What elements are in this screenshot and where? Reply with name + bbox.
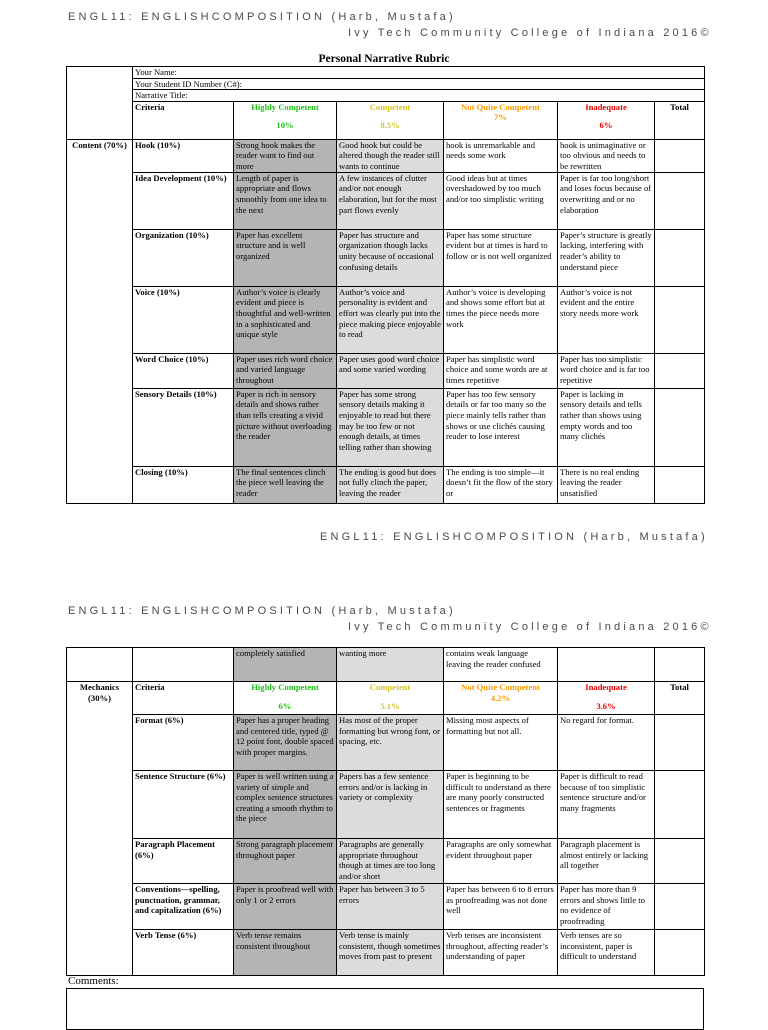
college-header-page2: Ivy Tech Community College of Indiana 2016© (348, 621, 712, 633)
desc-conventions-nq: Paper has between 6 to 8 errors as proofreading was not done well (444, 884, 558, 930)
criterion-sensory-details: Sensory Details (10%) (133, 388, 234, 466)
page-footer: ENGL11: ENGLISHCOMPOSITION (Harb, Mustafa) (320, 531, 708, 543)
desc-voice-nq: Author’s voice is developing and shows some effort but at times the piece needs more work (444, 286, 558, 353)
mechanics-category-label: Mechanics (30%) (67, 682, 133, 976)
desc-closing-hc: The final sentences clinch the piece well leaving the reader (234, 466, 337, 503)
criterion-idea-development: Idea Development (10%) (133, 172, 234, 229)
desc-sensory-nq: Paper has too few sensory details or far too many so the piece mainly tells rather than shows or use clichés causing reader to lose interest (444, 388, 558, 466)
desc-sentence-ia: Paper is difficult to read because of too simplistic sentence structure and/or many fragments (558, 771, 655, 839)
total-cell[interactable] (655, 715, 705, 771)
total-cell[interactable] (655, 139, 705, 172)
level-inadequate: Inadequate 3.6% (558, 682, 655, 715)
desc-conventions-hc: Paper is proofread well with only 1 or 2 errors (234, 884, 337, 930)
desc-conventions-ia: Paper has more than 9 errors and shows little to no evidence of proofreading (558, 884, 655, 930)
desc-organization-hc: Paper has excellent structure and is well organized (234, 229, 337, 286)
total-header: Total (655, 682, 705, 715)
mechanics-rubric-table (66, 647, 705, 976)
level-highly-competent: Highly Competent 6% (234, 682, 337, 715)
desc-verb-tense-ia: Verb tenses are so inconsistent, paper is difficult to understand (558, 930, 655, 976)
desc-paragraph-ia: Paragraph placement is almost entirely or lacking all together (558, 839, 655, 884)
total-cell[interactable] (655, 771, 705, 839)
desc-hook-c: Good hook but could be altered though the reader still wants to continue (337, 139, 444, 172)
criterion-closing: Closing (10%) (133, 466, 234, 503)
blank-cell (67, 67, 133, 140)
desc-hook-ia: hook is unimaginative or too obvious and needs to be rewritten (558, 139, 655, 172)
desc-format-nq: Missing most aspects of formatting but not all. (444, 715, 558, 771)
total-cell[interactable] (655, 172, 705, 229)
document-title: Personal Narrative Rubric (318, 53, 450, 65)
level-not-quite-competent: Not Quite Competent 4.2% (444, 682, 558, 715)
criterion-paragraph-placement: Paragraph Placement (6%) (133, 839, 234, 884)
desc-paragraph-c: Paragraphs are generally appropriate throughout though at times are too long and/or short (337, 839, 444, 884)
level-inadequate: Inadequate 6% (558, 101, 655, 139)
level-highly-competent: Highly Competent 10% (234, 101, 337, 139)
desc-format-hc: Paper has a proper heading and centered title, typed @ 12 point font, double spaced with proper margins. (234, 715, 337, 771)
course-header: ENGL11: ENGLISHCOMPOSITION (Harb, Mustafa) (68, 11, 456, 23)
desc-sentence-hc: Paper is well written using a variety of simple and complex sentence structures creating a smooth rhythm to the piece (234, 771, 337, 839)
criteria-header: Criteria (133, 682, 234, 715)
criterion-conventions: Conventions—spelling, punctuation, grammar, and capitalization (6%) (133, 884, 234, 930)
total-header: Total (655, 101, 705, 139)
continuation-c: wanting more (337, 648, 444, 682)
criterion-organization: Organization (10%) (133, 229, 234, 286)
narrative-title-field[interactable]: Narrative Title: (133, 90, 705, 102)
desc-idea-ia: Paper is far too long/short and loses focus because of overwriting and or no elaboration (558, 172, 655, 229)
percent-competent: 8.5% (380, 120, 400, 131)
desc-closing-ia: There is no real ending leaving the reader unsatisfied (558, 466, 655, 503)
desc-paragraph-nq: Paragraphs are only somewhat evident throughout paper (444, 839, 558, 884)
college-header: Ivy Tech Community College of Indiana 2016© (348, 27, 712, 39)
desc-idea-hc: Length of paper is appropriate and flows smoothly from one idea to the next (234, 172, 337, 229)
total-cell[interactable] (655, 388, 705, 466)
total-cell[interactable] (655, 353, 705, 388)
continuation-ia (558, 648, 655, 682)
desc-closing-c: The ending is good but does not fully clinch the paper, leaving the reader (337, 466, 444, 503)
percent-highly-competent: 6% (278, 700, 292, 711)
desc-sentence-nq: Paper is beginning to be difficult to understand as there are many poorly constructed sentences or fragments (444, 771, 558, 839)
student-id-field[interactable]: Your Student ID Number (C#): (133, 78, 705, 90)
content-rubric-table (66, 66, 705, 504)
desc-format-ia: No regard for format. (558, 715, 655, 771)
percent-not-quite-competent: 7% (494, 112, 507, 123)
desc-sensory-ia: Paper is lacking in sensory details and tells rather than shows using empty words and too many clichés (558, 388, 655, 466)
desc-verb-tense-c: Verb tense is mainly consistent, though sometimes moves from past to present (337, 930, 444, 976)
criterion-sentence-structure: Sentence Structure (6%) (133, 771, 234, 839)
desc-word-choice-hc: Paper uses rich word choice and varied language throughout (234, 353, 337, 388)
desc-closing-nq: The ending is too simple—it doesn’t fit the flow of the story or (444, 466, 558, 503)
blank-cell (655, 648, 705, 682)
desc-verb-tense-nq: Verb tenses are inconsistent throughout, affecting reader’s understanding of paper (444, 930, 558, 976)
blank-cell (133, 648, 234, 682)
level-not-quite-competent: Not Quite Competent 7% (444, 101, 558, 139)
total-cell[interactable] (655, 884, 705, 930)
total-cell[interactable] (655, 229, 705, 286)
desc-word-choice-ia: Paper has too simplistic word choice and is far too repetitive (558, 353, 655, 388)
desc-voice-ia: Author’s voice is not evident and the entire story needs more work (558, 286, 655, 353)
comments-label: Comments: (68, 975, 119, 987)
desc-idea-nq: Good ideas but at times overshadowed by too much and/or too simplistic writing (444, 172, 558, 229)
criterion-voice: Voice (10%) (133, 286, 234, 353)
name-field[interactable]: Your Name: (133, 67, 705, 79)
desc-conventions-c: Paper has between 3 to 5 errors (337, 884, 444, 930)
percent-inadequate: 6% (599, 120, 613, 131)
total-cell[interactable] (655, 286, 705, 353)
criterion-hook: Hook (10%) (133, 139, 234, 172)
desc-word-choice-nq: Paper has simplistic word choice and some words are at times repetitive (444, 353, 558, 388)
desc-voice-c: Author’s voice and personality is evident and effort was clearly put into the piece making piece enjoyable to read (337, 286, 444, 353)
total-cell[interactable] (655, 930, 705, 976)
percent-highly-competent: 10% (276, 120, 294, 131)
desc-format-c: Has most of the proper formatting but wrong font, or spacing, etc. (337, 715, 444, 771)
desc-hook-nq: hook is unremarkable and needs some work (444, 139, 558, 172)
desc-sentence-c: Papers has a few sentence errors and/or is lacking in variety or complexity (337, 771, 444, 839)
total-cell[interactable] (655, 839, 705, 884)
desc-word-choice-c: Paper uses good word choice and some varied wording (337, 353, 444, 388)
blank-cell (67, 648, 133, 682)
desc-sensory-hc: Paper is rich in sensory details and shows rather than tells creating a vivid picture without overloading the reader (234, 388, 337, 466)
desc-verb-tense-hc: Verb tense remains consistent throughout (234, 930, 337, 976)
percent-inadequate: 3.6% (596, 700, 616, 711)
total-cell[interactable] (655, 466, 705, 503)
desc-sensory-c: Paper has some strong sensory details making it enjoyable to read but there may be too few or not enough details, at times telling rather than showing (337, 388, 444, 466)
criterion-verb-tense: Verb Tense (6%) (133, 930, 234, 976)
continuation-nq: contains weak language leaving the reader confused (444, 648, 558, 682)
course-header-page2: ENGL11: ENGLISHCOMPOSITION (Harb, Mustafa) (68, 605, 456, 617)
continuation-hc: completely satisfied (234, 648, 337, 682)
desc-hook-hc: Strong hook makes the reader want to find out more (234, 139, 337, 172)
percent-competent: 5.1% (380, 700, 400, 711)
criterion-format: Format (6%) (133, 715, 234, 771)
desc-paragraph-hc: Strong paragraph placement throughout paper (234, 839, 337, 884)
level-competent: Competent 8.5% (337, 101, 444, 139)
desc-organization-nq: Paper has some structure evident but at times is hard to follow or is not well organized (444, 229, 558, 286)
desc-organization-ia: Paper’s structure is greatly lacking, interfering with reader’s ability to understand piece (558, 229, 655, 286)
desc-idea-c: A few instances of clutter and/or not enough elaboration, but for the most part flows evenly (337, 172, 444, 229)
content-category-label: Content (70%) (67, 139, 133, 503)
percent-not-quite-competent: 4.2% (490, 692, 511, 703)
criterion-word-choice: Word Choice (10%) (133, 353, 234, 388)
desc-voice-hc: Author’s voice is clearly evident and piece is thoughtful and well-written in a sophisticated and unique style (234, 286, 337, 353)
level-competent: Competent 5.1% (337, 682, 444, 715)
desc-organization-c: Paper has structure and organization though lacks unity because of occasional confusing details (337, 229, 444, 286)
criteria-header: Criteria (133, 101, 234, 139)
